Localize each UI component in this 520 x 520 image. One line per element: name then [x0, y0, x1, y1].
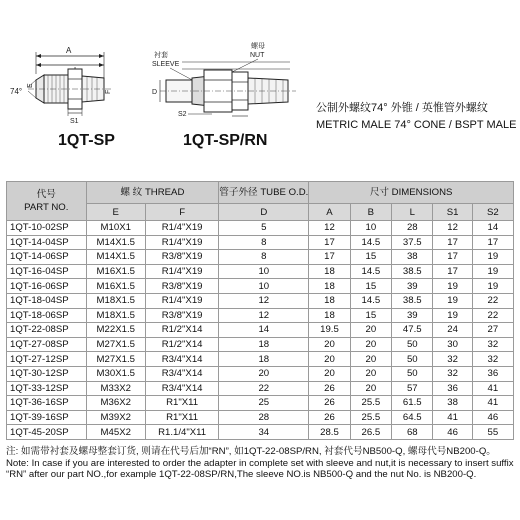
dim-s1-cell: 46	[433, 425, 472, 440]
dim-l-cell: 50	[392, 337, 433, 352]
thread-e-cell: M14X1.5	[86, 250, 145, 265]
dim-a-cell: 20	[309, 352, 350, 367]
dim-d-label: D	[152, 89, 158, 96]
table-row	[7, 308, 514, 323]
dim-a-cell: 12	[309, 221, 350, 236]
tube-od-cell: 10	[219, 264, 309, 279]
dim-l-cell: 38.5	[392, 264, 433, 279]
tube-od-cell: 28	[219, 410, 309, 425]
dim-l-cell: 39	[392, 308, 433, 323]
dim-s2-cell: 22	[472, 293, 513, 308]
table-row	[7, 352, 514, 367]
tube-od-cell: 14	[219, 323, 309, 338]
tube-od-cell: 25	[219, 396, 309, 411]
thread-e-cell: M27X1.5	[86, 352, 145, 367]
thread-f-cell: R1"X11	[145, 396, 218, 411]
thread-f-cell: R1/2"X14	[145, 323, 218, 338]
dim-a-cell: 19.5	[309, 323, 350, 338]
thread-f-cell: R1/2"X14	[145, 337, 218, 352]
dim-s1-cell: 36	[433, 381, 472, 396]
dim-a-cell: 18	[309, 308, 350, 323]
table-row	[7, 221, 514, 236]
thread-f-cell: R1/4"X19	[145, 221, 218, 236]
thread-f-cell: R3/8"X19	[145, 308, 218, 323]
thread-f-cell: R1/4"X19	[145, 264, 218, 279]
thread-e-cell: M39X2	[86, 410, 145, 425]
dim-a-cell: 20	[309, 337, 350, 352]
dim-s2-label: S2	[178, 111, 187, 118]
dim-s2-cell: 46	[472, 410, 513, 425]
part-no-cell: 1QT-18-04SP	[7, 293, 87, 308]
dim-a-cell: 26	[309, 381, 350, 396]
header-dimensions: 尺寸 DIMENSIONS	[309, 182, 514, 204]
header-part-cn: 代号	[36, 189, 56, 200]
thread-f-cell: R1/4"X19	[145, 235, 218, 250]
part-no-cell: 1QT-36-16SP	[7, 396, 87, 411]
note-en-line1: Note: In case if you are interested to order the adapter in complete set with sleeve and nut,it is necessary to insert suffix	[6, 457, 514, 469]
dim-b-cell: 25.5	[350, 410, 391, 425]
thread-f-cell: R1.1/4"X11	[145, 425, 218, 440]
table-row	[7, 410, 514, 425]
dim-a-cell: 17	[309, 235, 350, 250]
dim-s2-cell: 22	[472, 308, 513, 323]
table-row	[7, 235, 514, 250]
dim-a-cell: 17	[309, 250, 350, 265]
thread-f-cell: R3/4"X14	[145, 381, 218, 396]
dim-a-cell: 18	[309, 264, 350, 279]
header-b: B	[350, 204, 391, 221]
part-no-cell: 1QT-30-12SP	[7, 366, 87, 381]
part-no-cell: 1QT-16-04SP	[7, 264, 87, 279]
header-s1: S1	[433, 204, 472, 221]
dim-b-cell: 15	[350, 250, 391, 265]
thread-f-cell: R3/4"X14	[145, 352, 218, 367]
dim-b-cell: 20	[350, 352, 391, 367]
thread-e-cell: M16X1.5	[86, 279, 145, 294]
dim-s2-cell: 19	[472, 250, 513, 265]
tube-od-cell: 10	[219, 279, 309, 294]
tube-od-cell: 12	[219, 308, 309, 323]
thread-e-cell: M36X2	[86, 396, 145, 411]
part-no-cell: 1QT-14-06SP	[7, 250, 87, 265]
dim-s1-cell: 32	[433, 352, 472, 367]
dim-s2-cell: 55	[472, 425, 513, 440]
product-description	[316, 100, 516, 134]
part-no-cell: 1QT-33-12SP	[7, 381, 87, 396]
header-tube-od: 管子外径 TUBE O.D.	[219, 182, 309, 204]
diagram-area	[0, 0, 520, 170]
dim-f-label: F	[105, 89, 112, 94]
dim-s2-cell: 27	[472, 323, 513, 338]
description-cn: 公制外螺纹74° 外锥 / 英惟管外螺纹	[316, 102, 488, 114]
dim-b-cell: 15	[350, 279, 391, 294]
header-part-en: PART NO.	[24, 202, 69, 213]
thread-e-cell: M22X1.5	[86, 323, 145, 338]
dim-s2-cell: 17	[472, 235, 513, 250]
thread-f-cell: R3/4"X14	[145, 366, 218, 381]
dim-s2-cell: 41	[472, 381, 513, 396]
header-f: F	[145, 204, 218, 221]
dim-s2-cell: 32	[472, 352, 513, 367]
header-s2: S2	[472, 204, 513, 221]
thread-e-cell: M14X1.5	[86, 235, 145, 250]
dim-a-cell: 28.5	[309, 425, 350, 440]
thread-e-cell: M18X1.5	[86, 308, 145, 323]
dim-s1-cell: 12	[433, 221, 472, 236]
tube-od-cell: 8	[219, 235, 309, 250]
dim-b-cell: 20	[350, 323, 391, 338]
dim-s1-cell: 19	[433, 279, 472, 294]
table-row	[7, 250, 514, 265]
dim-b-cell: 20	[350, 381, 391, 396]
dim-s1-cell: 17	[433, 264, 472, 279]
dim-l-cell: 64.5	[392, 410, 433, 425]
dim-b-cell: 25.5	[350, 396, 391, 411]
tube-od-cell: 20	[219, 366, 309, 381]
thread-e-cell: M33X2	[86, 381, 145, 396]
dim-s1-cell: 38	[433, 396, 472, 411]
dim-l-cell: 50	[392, 366, 433, 381]
dim-s1-cell: 19	[433, 308, 472, 323]
sleeve-label-en: SLEEVE	[152, 61, 180, 68]
thread-f-cell: R1/4"X19	[145, 293, 218, 308]
tube-od-cell: 18	[219, 337, 309, 352]
model-label-sp: 1QT-SP	[58, 132, 115, 149]
spec-table	[6, 181, 514, 440]
nut-label-cn: 螺母	[251, 43, 265, 50]
dim-l-cell: 50	[392, 352, 433, 367]
table-row	[7, 264, 514, 279]
part-no-cell: 1QT-22-08SP	[7, 323, 87, 338]
dim-s1-cell: 17	[433, 235, 472, 250]
dim-b-cell: 10	[350, 221, 391, 236]
dim-l-cell: 37.5	[392, 235, 433, 250]
dim-b-cell: 14.5	[350, 264, 391, 279]
table-row	[7, 279, 514, 294]
dim-b-cell: 14.5	[350, 235, 391, 250]
header-thread: 螺 纹 THREAD	[86, 182, 219, 204]
thread-e-cell: M18X1.5	[86, 293, 145, 308]
dim-s2-cell: 36	[472, 366, 513, 381]
dim-b-cell: 26.5	[350, 425, 391, 440]
tube-od-cell: 8	[219, 250, 309, 265]
note-cn: 注: 如需带衬套及螺母整套订货, 则请在代号后加“RN”, 如1QT-22-08SP/RN, 衬套代号NB500-Q, 螺母代号NB200-Q。	[6, 446, 496, 457]
part-no-cell: 1QT-16-06SP	[7, 279, 87, 294]
table-header-row-1	[7, 182, 514, 204]
table-row	[7, 381, 514, 396]
dim-l-cell: 57	[392, 381, 433, 396]
part-no-cell: 1QT-45-20SP	[7, 425, 87, 440]
table-row	[7, 366, 514, 381]
table-row	[7, 337, 514, 352]
dim-a-cell: 26	[309, 410, 350, 425]
table-row	[7, 293, 514, 308]
part-no-cell: 1QT-14-04SP	[7, 235, 87, 250]
description-en: METRIC MALE 74° CONE / BSPT MALE	[316, 119, 517, 131]
dim-b-cell: 15	[350, 308, 391, 323]
dim-s2-cell: 19	[472, 264, 513, 279]
thread-e-cell: M45X2	[86, 425, 145, 440]
part-no-cell: 1QT-27-12SP	[7, 352, 87, 367]
thread-f-cell: R3/8"X19	[145, 279, 218, 294]
part-no-cell: 1QT-39-16SP	[7, 410, 87, 425]
dim-l-cell: 38.5	[392, 293, 433, 308]
tube-od-cell: 12	[219, 293, 309, 308]
dim-s2-cell: 19	[472, 279, 513, 294]
dim-a-label: A	[66, 46, 72, 55]
thread-e-cell: M10X1	[86, 221, 145, 236]
dim-l-cell: 68	[392, 425, 433, 440]
dim-s1-cell: 41	[433, 410, 472, 425]
dim-l-cell: 61.5	[392, 396, 433, 411]
table-body	[7, 221, 514, 440]
dim-b-cell: 14.5	[350, 293, 391, 308]
tube-od-cell: 18	[219, 352, 309, 367]
dim-s1-cell: 19	[433, 293, 472, 308]
dim-s1-label: S1	[70, 118, 79, 125]
part-no-cell: 1QT-10-02SP	[7, 221, 87, 236]
tube-od-cell: 22	[219, 381, 309, 396]
fitting-drawing-sp	[8, 42, 148, 172]
thread-f-cell: R1"X11	[145, 410, 218, 425]
dim-a-cell: 26	[309, 396, 350, 411]
table-row	[7, 323, 514, 338]
nut-label-en: NUT	[250, 52, 265, 59]
dim-s1-cell: 32	[433, 366, 472, 381]
dim-l-cell: 28	[392, 221, 433, 236]
thread-f-cell: R3/8"X19	[145, 250, 218, 265]
header-a: A	[309, 204, 350, 221]
header-d: D	[219, 204, 309, 221]
tube-od-cell: 34	[219, 425, 309, 440]
dim-a-cell: 20	[309, 366, 350, 381]
dim-l-cell: 39	[392, 279, 433, 294]
dim-a-cell: 18	[309, 279, 350, 294]
dim-a-cell: 18	[309, 293, 350, 308]
tube-od-cell: 5	[219, 221, 309, 236]
header-part-no	[7, 182, 87, 221]
sleeve-label-cn: 衬套	[154, 52, 168, 59]
dim-s2-cell: 32	[472, 337, 513, 352]
dim-l-cell: 47.5	[392, 323, 433, 338]
dim-s1-cell: 17	[433, 250, 472, 265]
dim-b-cell: 20	[350, 366, 391, 381]
table-row	[7, 396, 514, 411]
order-note	[6, 446, 516, 481]
part-no-cell: 1QT-27-08SP	[7, 337, 87, 352]
model-label-sp-rn: 1QT-SP/RN	[183, 132, 268, 149]
dim-l-cell: 38	[392, 250, 433, 265]
thread-e-cell: M16X1.5	[86, 264, 145, 279]
part-no-cell: 1QT-18-06SP	[7, 308, 87, 323]
header-e: E	[86, 204, 145, 221]
dim-s2-cell: 14	[472, 221, 513, 236]
note-en-line2: “RN” after our part NO.,for example 1QT-22-08SP/RN,The sleeve NO.is NB500-Q and the nut No. is NB200-Q.	[6, 469, 477, 481]
thread-e-cell: M30X1.5	[86, 366, 145, 381]
dim-s1-cell: 24	[433, 323, 472, 338]
angle-label: 74°	[10, 87, 23, 96]
dim-s2-cell: 41	[472, 396, 513, 411]
dim-s1-cell: 30	[433, 337, 472, 352]
dim-b-cell: 20	[350, 337, 391, 352]
header-l: L	[392, 204, 433, 221]
table-row	[7, 425, 514, 440]
dim-e-label: E	[27, 83, 34, 88]
thread-e-cell: M27X1.5	[86, 337, 145, 352]
